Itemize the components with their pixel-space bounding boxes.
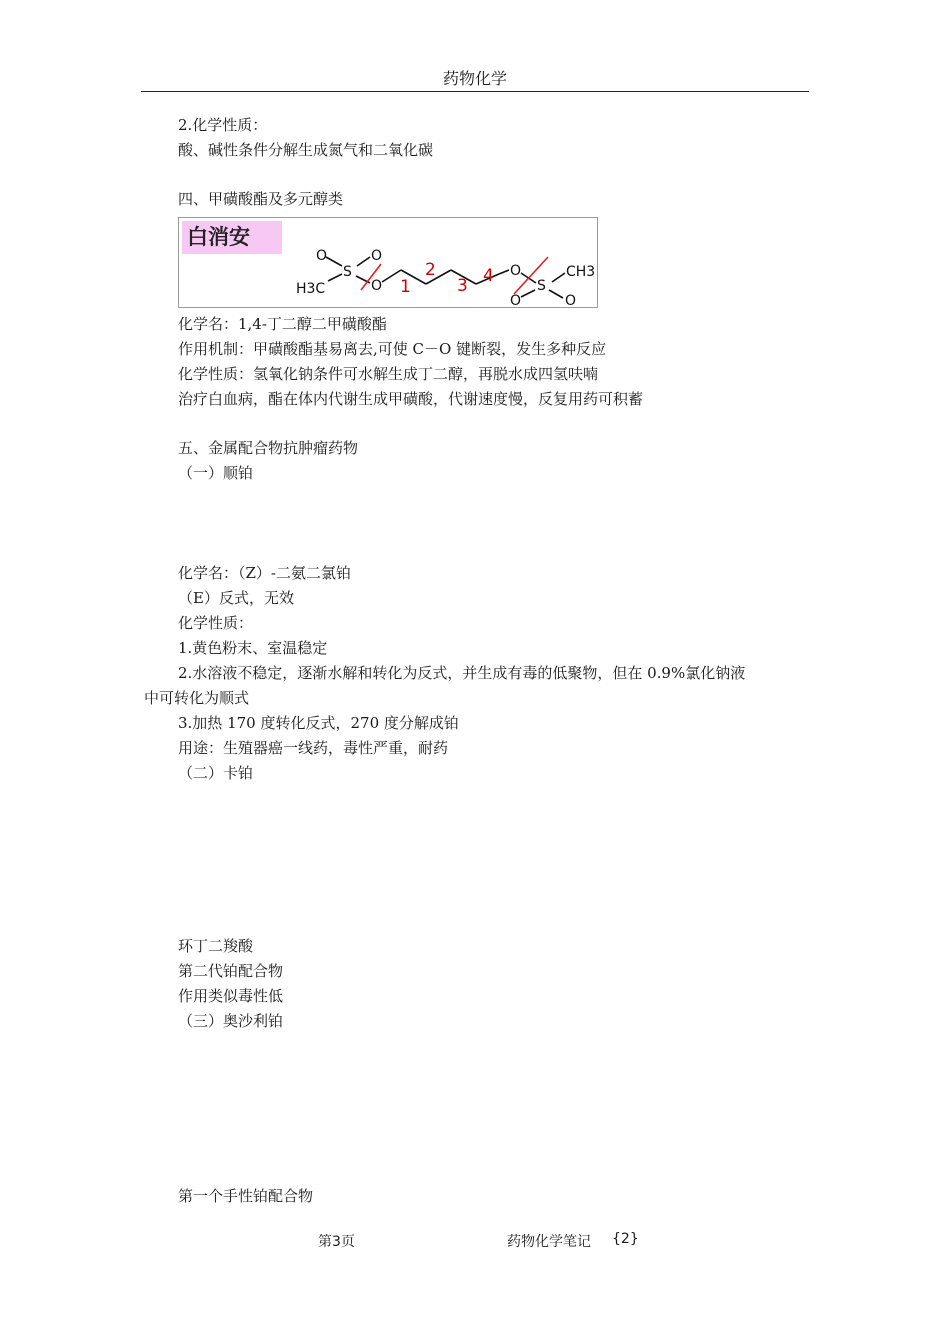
- text-line: 治疗白血病，酯在体内代谢生成甲磺酸，代谢速度慢，反复用药可积蓄: [178, 390, 644, 408]
- text-line: 作用类似毒性低: [178, 987, 284, 1005]
- text-line: 用途：生殖器癌一线药，毒性严重，耐药: [178, 739, 449, 757]
- atom-o-top-left2: O: [371, 248, 383, 264]
- carbon-number-2: 2: [425, 260, 436, 280]
- atom-ch3: CH3: [566, 264, 596, 280]
- atom-labels: [296, 248, 595, 307]
- atom-o-bridge-right: O: [510, 263, 522, 279]
- atom-o-bottom-right: O: [510, 293, 522, 307]
- page-header-title: 药物化学: [442, 69, 507, 88]
- text-line: 化学名：1,4-丁二醇二甲磺酸酯: [178, 315, 387, 333]
- text-line: 2.化学性质：: [178, 116, 268, 134]
- text-line: （三）奥沙利铂: [178, 1012, 284, 1030]
- text-line: 化学性质：氢氧化钠条件可水解生成丁二醇，再脱水成四氢呋喃: [178, 365, 599, 383]
- busulfan-structure-figure: [178, 217, 598, 308]
- text-line: 酸、碱性条件分解生成氮气和二氧化碳: [178, 141, 434, 159]
- atom-o-bridge-left: O: [371, 278, 383, 294]
- text-line: （二）卡铂: [178, 764, 254, 782]
- carbon-number-4: 4: [483, 266, 494, 286]
- text-line: 2.水溶液不稳定，逐渐水解和转化为反式，并生成有毒的低聚物，但在 0.9%氯化钠液: [178, 664, 746, 682]
- text-line: 四、甲磺酸酯及多元醇类: [178, 190, 344, 208]
- footer-title: 药物化学笔记: [507, 1234, 591, 1250]
- footer-suffix: {2}: [612, 1231, 639, 1247]
- carbon-number-1: 1: [400, 277, 411, 297]
- carbon-number-3: 3: [457, 276, 468, 296]
- carbon-numbers: [400, 260, 494, 297]
- atom-s-right: S: [537, 278, 546, 294]
- text-line: 五、金属配合物抗肿瘤药物: [178, 439, 359, 457]
- text-line: 3.加热 170 度转化反式，270 度分解成铂: [178, 714, 459, 732]
- text-line: 作用机制：甲磺酸酯基易离去,可使 C－O 键断裂，发生多种反应: [178, 340, 607, 358]
- text-line: 1.黄色粉末、室温稳定: [178, 639, 328, 657]
- text-line: 中可转化为顺式: [144, 689, 250, 707]
- text-line: 化学名：（Z）-二氨二氯铂: [178, 564, 351, 582]
- atom-o-bottom-right2: O: [565, 293, 577, 307]
- atom-h3c: H3C: [296, 281, 326, 297]
- text-line: 环丁二羧酸: [178, 937, 254, 955]
- figure-label: 白消安: [182, 221, 282, 254]
- atom-s-left: S: [343, 264, 352, 280]
- footer-page-number: 第3页: [318, 1234, 355, 1250]
- text-line: 第一个手性铂配合物: [178, 1187, 314, 1205]
- header-rule: [141, 91, 809, 92]
- text-line: 第二代铂配合物: [178, 962, 284, 980]
- text-line: （一）顺铂: [178, 464, 254, 482]
- busulfan-structure-diagram: [179, 218, 597, 307]
- text-line: （E）反式，无效: [178, 589, 294, 607]
- text-line: 化学性质：: [178, 614, 254, 632]
- atom-o-top-left: O: [316, 248, 328, 264]
